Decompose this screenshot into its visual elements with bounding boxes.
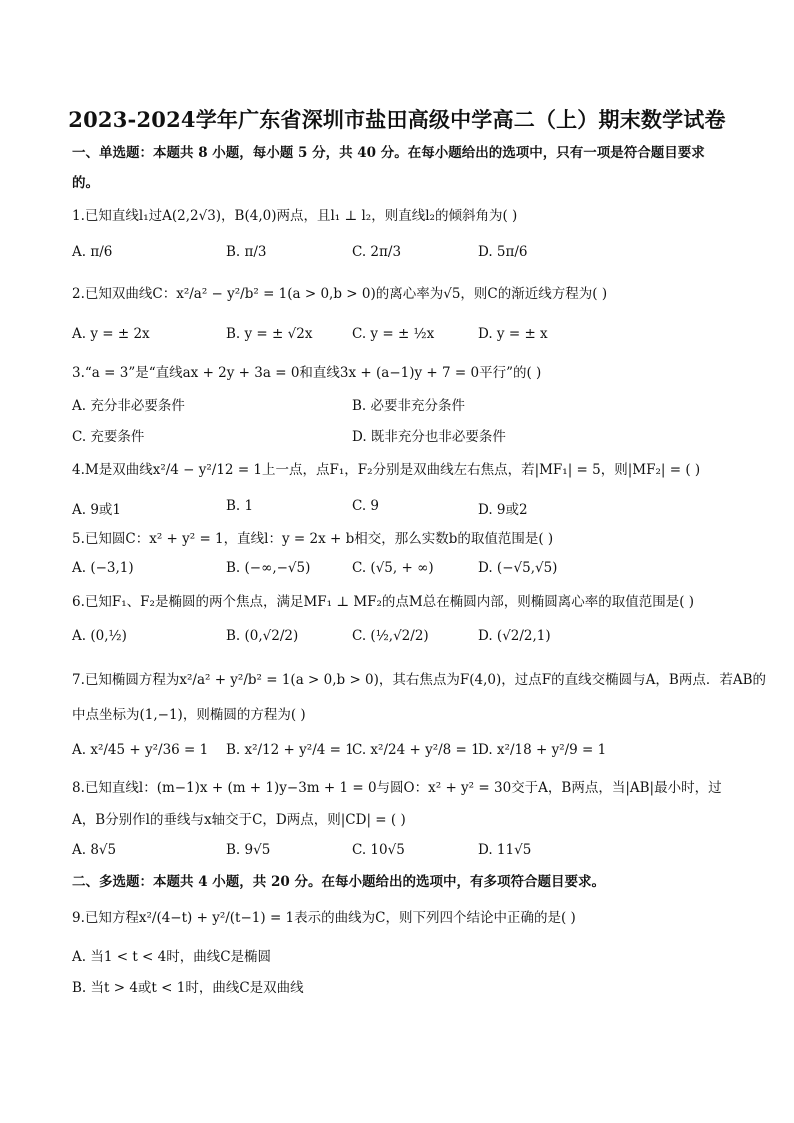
question-6-option-b: B. (0,√2/2) — [226, 628, 299, 644]
question-7-option-c: C. x²/24 + y²/8 = 1 — [352, 742, 480, 758]
question-1-option-c: C. 2π/3 — [352, 244, 402, 260]
question-2-option-c: C. y = ± ½x — [352, 326, 435, 342]
question-4-stem: 4.M是双曲线x²/4 − y²/12 = 1上一点，点F₁，F₂分别是双曲线左右焦点，若|MF₁| = 5，则|MF₂| = ( ) — [72, 462, 701, 478]
section-1-heading — [72, 138, 732, 198]
question-8-stem-line-1: 8.已知直线l：(m−1)x + (m + 1)y−3m + 1 = 0与圆O：x² + y² = 30交于A，B两点，当|AB|最小时，过 — [72, 780, 722, 796]
question-8-option-c: C. 10√5 — [352, 842, 405, 858]
question-3-option-a: A. 充分非必要条件 — [72, 398, 185, 414]
question-7-stem-line-2: 中点坐标为(1,−1)，则椭圆的方程为( ) — [72, 707, 306, 723]
question-8-option-b: B. 9√5 — [226, 842, 271, 858]
question-9-option-a: A. 当1 < t < 4时，曲线C是椭圆 — [72, 949, 272, 965]
section-2-heading: 二、多选题：本题共 4 小题，共 20 分。在每小题给出的选项中，有多项符合题目要求。 — [72, 874, 605, 890]
question-5-option-a: A. (−3,1) — [72, 560, 134, 576]
question-7-option-b: B. x²/12 + y²/4 = 1 — [226, 742, 354, 758]
question-7-option-d: D. x²/18 + y²/9 = 1 — [478, 742, 607, 758]
question-4-option-a: A. 9或1 — [72, 502, 122, 518]
question-1-option-d: D. 5π/6 — [478, 244, 528, 260]
section-1-line-2: 的。 — [72, 175, 99, 191]
question-7-option-a: A. x²/45 + y²/36 = 1 — [72, 742, 209, 758]
question-6-option-a: A. (0,½) — [72, 628, 127, 644]
question-9-option-b: B. 当t > 4或t < 1时，曲线C是双曲线 — [72, 980, 304, 996]
question-3-option-b: B. 必要非充分条件 — [352, 398, 466, 414]
question-6-stem: 6.已知F₁、F₂是椭圆的两个焦点，满足MF₁ ⊥ MF₂的点M总在椭圆内部，则椭圆离心率的取值范围是( ) — [72, 594, 695, 610]
question-4-option-b: B. 1 — [226, 498, 254, 514]
question-3-stem: 3.“a = 3”是“直线ax + 2y + 3a = 0和直线3x + (a−1)y + 7 = 0平行”的( ) — [72, 365, 542, 381]
question-5-stem: 5.已知圆C：x² + y² = 1，直线l：y = 2x + b相交，那么实数b的取值范围是( ) — [72, 531, 554, 547]
question-1-option-b: B. π/3 — [226, 244, 267, 260]
exam-title: 2023-2024学年广东省深圳市盐田高级中学高二（上）期末数学试卷 — [68, 107, 726, 132]
question-4-option-d: D. 9或2 — [478, 502, 528, 518]
question-6-option-d: D. (√2/2,1) — [478, 628, 551, 644]
question-8-stem-line-2: A，B分别作l的垂线与x轴交于C，D两点，则|CD| = ( ) — [72, 812, 406, 828]
question-3-option-d: D. 既非充分也非必要条件 — [352, 429, 506, 445]
question-4-option-c: C. 9 — [352, 498, 380, 514]
question-3-option-c: C. 充要条件 — [72, 429, 145, 445]
question-5-option-b: B. (−∞,−√5) — [226, 560, 311, 576]
question-8-option-a: A. 8√5 — [72, 842, 117, 858]
question-7-stem-line-1: 7.已知椭圆方程为x²/a² + y²/b² = 1(a > 0,b > 0)，其右焦点为F(4,0)，过点F的直线交椭圆与A，B两点．若AB的 — [72, 672, 766, 688]
question-1-stem: 1.已知直线l₁过A(2,2√3)，B(4,0)两点，且l₁ ⊥ l₂，则直线l₂的倾斜角为( ) — [72, 208, 518, 224]
question-2-option-a: A. y = ± 2x — [72, 326, 150, 342]
question-9-stem: 9.已知方程x²/(4−t) + y²/(t−1) = 1表示的曲线为C，则下列四个结论中正确的是( ) — [72, 910, 576, 926]
question-2-stem: 2.已知双曲线C：x²/a² − y²/b² = 1(a > 0,b > 0)的离心率为√5，则C的渐近线方程为( ) — [72, 286, 608, 302]
question-8-option-d: D. 11√5 — [478, 842, 532, 858]
question-1-option-a: A. π/6 — [72, 244, 113, 260]
question-2-option-b: B. y = ± √2x — [226, 326, 313, 342]
question-6-option-c: C. (½,√2/2) — [352, 628, 429, 644]
question-5-option-c: C. (√5, + ∞) — [352, 560, 434, 576]
section-1-line-1: 一、单选题：本题共 8 小题，每小题 5 分，共 40 分。在每小题给出的选项中，只有一项是符合题目要求 — [72, 145, 705, 161]
question-5-option-d: D. (−√5,√5) — [478, 560, 558, 576]
question-2-option-d: D. y = ± x — [478, 326, 548, 342]
